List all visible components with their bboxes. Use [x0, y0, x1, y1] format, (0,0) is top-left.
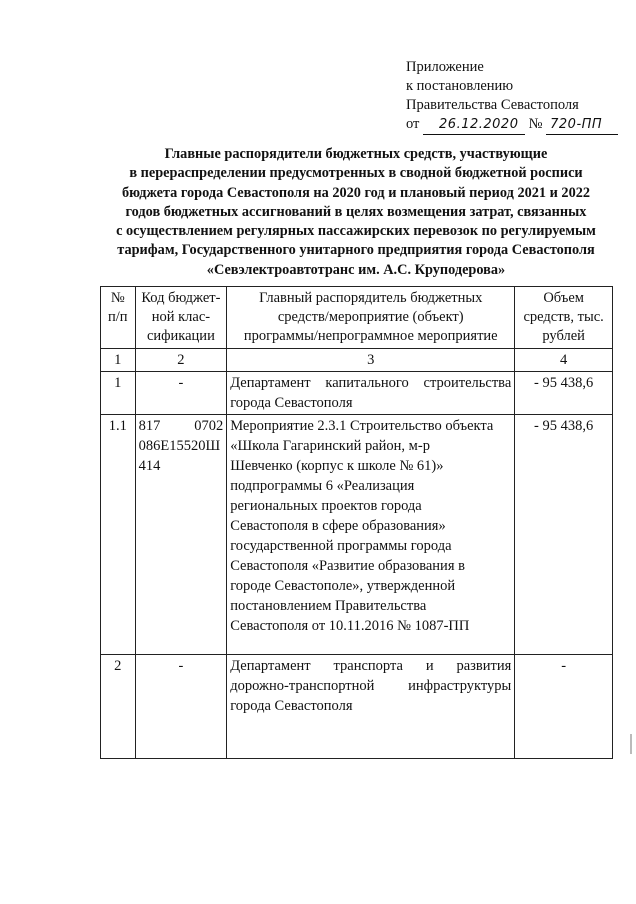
row-text-line: подпрограммы 6 «Реализация	[230, 478, 415, 494]
header-volume-line: Объем	[543, 290, 584, 306]
from-label: от	[406, 116, 420, 132]
column-number: 3	[227, 349, 515, 372]
row-text-line: Шевченко (корпус к школе № 61)»	[230, 458, 444, 474]
table-header-row	[101, 287, 613, 349]
row-text	[227, 415, 515, 655]
annex-line-1: Приложение	[406, 59, 484, 75]
annex-line-2: к постановлению	[406, 78, 514, 94]
header-main-line: средств/мероприятие (объект)	[277, 309, 464, 325]
row-num: 1.1	[101, 415, 136, 655]
title-line: в перераспределении предусмотренных в сводной бюджетной росписи	[129, 165, 583, 182]
row-num: 1	[101, 372, 136, 415]
row-code	[135, 415, 227, 655]
header-code-line: ной клас-	[151, 309, 211, 325]
title-line: бюджета города Севастополя на 2020 год и плановый период 2021 и 2022	[121, 184, 591, 201]
row-text-line: региональных проектов города	[230, 498, 422, 514]
row-text	[227, 655, 515, 759]
title-line: Главные распорядители бюджетных средств, участвующие	[164, 146, 548, 162]
handwritten-number: 720-ПП	[546, 115, 618, 135]
header-num-line: п/п	[108, 309, 128, 325]
row-text-line: города Севастополя	[230, 698, 353, 714]
header-main	[227, 287, 515, 349]
row-code: -	[135, 655, 227, 759]
row-text-line: Департамент капитального строительства	[230, 375, 512, 391]
header-code-line: Код бюджет-	[141, 290, 221, 306]
row-text-line: городе Севастополе», утвержденной	[230, 578, 456, 594]
row-text-line: Севастополя «Развитие образования в	[230, 558, 465, 574]
title-line: «Севэлектроавтотранс им. А.С. Круподерова»	[206, 261, 506, 278]
row-text-line: государственной программы города	[230, 538, 452, 554]
title-line: тарифам, Государственного унитарного предприятия города Севастополя	[117, 242, 595, 259]
table-row	[101, 415, 613, 655]
title-line: годов бюджетных ассигнований в целях возмещения затрат, связанных	[125, 203, 587, 220]
code-part: 817	[138, 418, 161, 434]
header-volume-line: рублей	[542, 328, 585, 344]
scan-edge-mark	[630, 734, 632, 754]
header-main-line: программы/непрограммное мероприятие	[243, 328, 498, 344]
row-volume: -	[515, 655, 613, 759]
column-number: 4	[515, 349, 613, 372]
row-text	[227, 372, 515, 415]
row-text-line: Севастополя от 10.11.2016 № 1087-ПП	[230, 618, 470, 634]
row-num: 2	[101, 655, 136, 759]
annex-date-number-line	[406, 115, 626, 135]
row-text-line: Мероприятие 2.3.1 Строительство объекта	[230, 418, 494, 434]
column-number-row	[101, 349, 613, 372]
distributors-table	[100, 286, 613, 759]
header-volume-line: средств, тыс.	[523, 309, 604, 325]
column-number: 1	[101, 349, 136, 372]
annex-line-3: Правительства Севастополя	[406, 97, 579, 113]
row-volume: - 95 438,6	[515, 372, 613, 415]
row-volume: - 95 438,6	[515, 415, 613, 655]
header-code	[135, 287, 227, 349]
row-text-line: Севастополя в сфере образования»	[230, 518, 446, 534]
code-part: 0702	[194, 418, 224, 434]
header-code-line: сификации	[146, 328, 215, 344]
row-code: -	[135, 372, 227, 415]
row-text-line: Департамент транспорта и развития	[230, 658, 512, 674]
table-row	[101, 372, 613, 415]
header-main-line: Главный распорядитель бюджетных	[259, 290, 483, 306]
code-part: 086Е15520Ш	[138, 438, 221, 454]
row-text-line: дорожно-транспортной инфраструктуры	[230, 678, 512, 694]
document-title	[96, 145, 616, 280]
code-part: 414	[138, 458, 161, 474]
number-label: №	[528, 116, 543, 132]
row-code-line	[139, 416, 224, 436]
row-text-line: постановлением Правительства	[230, 598, 427, 614]
row-text-line: города Севастополя	[230, 395, 353, 411]
annex-block	[406, 58, 626, 135]
row-text-line: «Школа Гагаринский район, м-р	[230, 438, 430, 454]
table-row	[101, 655, 613, 759]
header-num	[101, 287, 136, 349]
title-line: с осуществлением регулярных пассажирских перевозок по регулируемым	[116, 223, 596, 240]
column-number: 2	[135, 349, 227, 372]
handwritten-date: 26.12.2020	[423, 115, 525, 135]
header-num-line: №	[110, 290, 125, 306]
header-volume	[515, 287, 613, 349]
